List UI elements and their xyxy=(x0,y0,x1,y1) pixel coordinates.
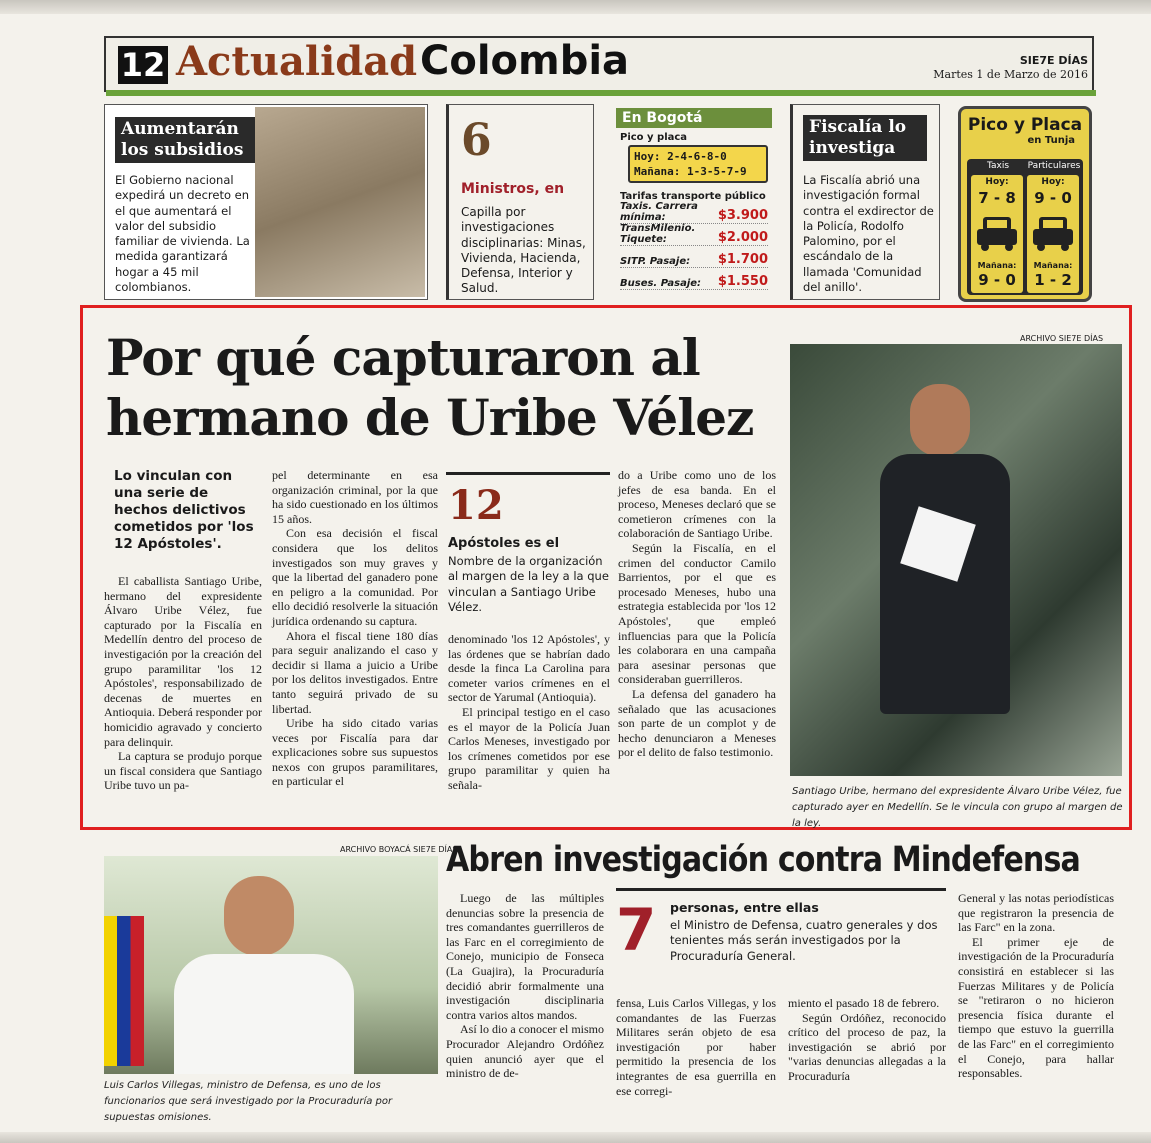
fact-rule xyxy=(446,472,610,475)
tarifas-title: Tarifas transporte público xyxy=(620,191,766,202)
ministros-number: 6 xyxy=(461,115,492,166)
main-col2-p2: Con esa decisión el fiscal considera que los delitos investigados son muy graves y que la libertad del ganadero pone en peligro a la comunidad. Por ello decidió resolverle la situación jurídica ordenando su captura. xyxy=(272,526,438,628)
main-headline-line-1: Por qué capturaron al xyxy=(106,328,700,387)
second-col1-p1: Luego de las múltiples denuncias sobre la presencia de tres comandantes guerrilleros de las Farc en el corregimiento de Conejo, municipio de Fonseca (La Guajira), la Procuraduría decidió abrir formalmente una investigación disciplinaria contra varios altos mandos. xyxy=(446,891,604,1022)
teaser-subsidios-title: Aumentarán los subsidios xyxy=(115,117,255,163)
photo-suit xyxy=(880,454,1010,714)
second-headline: Abren investigación contra Mindefensa xyxy=(446,840,1081,880)
main-col-3 xyxy=(448,632,610,793)
teaser-ministros xyxy=(446,104,594,300)
main-col-4 xyxy=(618,468,776,760)
tarifa-label: TransMilenio. Tiquete: xyxy=(620,223,696,245)
tunja-hoy-label-1: Hoy: xyxy=(985,177,1009,187)
main-photo-credit: ARCHIVO SIE7E DÍAS xyxy=(1020,334,1104,343)
photo-shirt xyxy=(174,954,354,1074)
fact-number: 12 xyxy=(448,482,504,529)
main-col1-p1: El caballista Santiago Uribe, hermano del expresidente Álvaro Uribe Vélez, fue capturado por la Fiscalía en Medellín dentro del proceso de investigación por la creación del grupo paramilitar 'los 12 Apóstoles', responsabilizado de decenas de muertes en Antioquia. Deberá responder por homicidio agravado y concierto para delinquir. xyxy=(104,574,262,749)
tarifa-value: $1.700 xyxy=(717,252,768,267)
teaser-subsidios-text: El Gobierno nacional expedirá un decreto en el que aumentará el valor del subsidio familiar de vivienda. La medida garantizará hogar a 45 mil colombianos. xyxy=(115,173,250,295)
pico-label: Pico y placa xyxy=(620,132,688,143)
tarifa-label: SITP. Pasaje: xyxy=(620,256,691,267)
tarifa-label: Taxis. Carrera mínima: xyxy=(620,201,698,223)
photo-face-2 xyxy=(224,876,294,956)
bogota-title: En Bogotá xyxy=(616,108,772,128)
tarifa-value: $1.550 xyxy=(717,274,768,289)
second-photo-credit: ARCHIVO BOYACÁ SIE7E DÍAS xyxy=(340,845,458,854)
tunja-part-hoy: 9 - 0 xyxy=(1034,189,1072,207)
villegas-photo xyxy=(104,856,438,1074)
second-col1-p2: Así lo dio a conocer el mismo Procurador Alejandro Ordóñez quien anunció ayer que el ministro de de- xyxy=(446,1022,604,1081)
pico-plate xyxy=(628,145,768,183)
pico-hoy: Hoy: 2-4-6-8-0 xyxy=(634,150,727,163)
tunja-taxis-manana: 9 - 0 xyxy=(978,271,1016,289)
brand-name: SIE7E DÍAS xyxy=(1019,54,1088,67)
tarifa-value: $2.000 xyxy=(717,230,768,245)
second-col4-p1: General y las notas periodísticas que registraron la presencia de las Farc" en la zona. xyxy=(958,891,1114,935)
main-headline-line-2: hermano de Uribe Vélez xyxy=(106,388,754,447)
tunja-hoy-label-2: Hoy: xyxy=(1041,177,1065,187)
second-col-1 xyxy=(446,891,604,1081)
santiago-uribe-photo xyxy=(790,344,1122,776)
main-headline xyxy=(106,328,753,448)
fiscalia-title: Fiscalía lo investiga xyxy=(803,115,927,161)
tunja-particulares-label: Particulares xyxy=(1027,161,1081,171)
tunja-taxis-hoy: 7 - 8 xyxy=(978,189,1016,207)
tunja-subtitle: en Tunja xyxy=(1027,135,1075,146)
tunja-box xyxy=(958,106,1092,302)
ministros-text: Capilla por investigaciones disciplinarias: Minas, Vivienda, Hacienda, Defensa, Interior y Salud. xyxy=(461,205,586,296)
tunja-part-manana: 1 - 2 xyxy=(1034,271,1072,289)
main-col3-p1: denominado 'los 12 Apóstoles', y las órdenes que se habrían dado desde la finca La Carolina para cometer varios crímenes en el sector de Yarumal (Antioquia). xyxy=(448,632,610,705)
bogota-box xyxy=(616,108,772,302)
photo-face xyxy=(910,384,970,456)
section-title-colombia: Colombia xyxy=(420,38,630,84)
main-lead: Lo vinculan con una serie de hechos delictivos cometidos por 'los 12 Apóstoles'. xyxy=(114,468,254,552)
main-col1-p2: La captura se produjo porque un fiscal considera que Santiago Uribe tuvo un pa- xyxy=(104,749,262,793)
taxi-car-icon xyxy=(975,213,1019,253)
second-col-2 xyxy=(616,996,776,1098)
tarifas-list xyxy=(616,201,772,290)
main-col-2 xyxy=(272,468,438,789)
main-col2-p1: pel determinante en esa organización criminal, por la que ha sido cuestionado en los últimos 15 años. xyxy=(272,468,438,526)
issue-date: Martes 1 de Marzo de 2016 xyxy=(933,68,1088,81)
fact-text: Nombre de la organización al margen de la ley a la que vinculan a Santiago Uribe Vélez. xyxy=(448,554,609,614)
main-col2-p4: Uribe ha sido citado varias veces por Fiscalía para dar explicaciones sobre sus supuestos nexos con grupos paramilitares, en particular el xyxy=(272,716,438,789)
second-fact-rule xyxy=(616,888,946,891)
main-col4-p3: La defensa del ganadero ha señalado que las acusaciones son parte de un complot y de hecho denunciaron a Meneses por el delito de falso testimonio. xyxy=(618,686,776,760)
main-col4-p2: Según la Fiscalía, en el crimen del conductor Camilo Barrientos, por el que es procesado Meneses, hubo una estrategia establecida por 'los 12 Apóstoles', que empleó influencias para que la Policía les colaborara en una campaña para asesinar personas que consideraban guerrilleros. xyxy=(618,540,776,687)
fact-title: Apóstoles es el xyxy=(448,536,560,551)
teaser-fiscalia xyxy=(790,104,940,300)
section-title-actualidad: Actualidad xyxy=(176,38,418,85)
header-green-bar xyxy=(106,90,1096,96)
second-fact-number: 7 xyxy=(616,896,657,964)
tunja-taxis-label: Taxis xyxy=(986,161,1010,171)
bottom-edge-strip xyxy=(0,1132,1151,1143)
second-photo-caption: Luis Carlos Villegas, ministro de Defensa, es uno de los funcionarios que será investigado por la Procuraduría por supuestas omisiones. xyxy=(104,1080,393,1123)
construction-photo xyxy=(255,107,425,297)
second-fact-text: el Ministro de Defensa, cuatro generales y dos tenientes más serán investigados por la Procuraduría General. xyxy=(670,918,938,963)
main-col2-p3: Ahora el fiscal tiene 180 días para seguir analizando el caso y decidir si llama a juicio a Uribe por los delitos investigados. Entre tanto seguirá privado de su libertad. xyxy=(272,628,438,716)
page-number: 12 xyxy=(118,46,168,84)
private-car-icon xyxy=(1031,213,1075,253)
tarifa-row xyxy=(620,201,768,224)
second-col3-p1: miento el pasado 18 de febrero. xyxy=(788,996,940,1010)
second-col3-p2: Según Ordóñez, reconocido crítico del proceso de paz, la investigación se abrió por "varias denuncias allegadas a la Procuraduría xyxy=(788,1010,946,1083)
tunja-manana-label-1: Mañana: xyxy=(977,261,1017,270)
tarifa-row xyxy=(620,272,768,290)
ministros-headline: Ministros, en xyxy=(461,181,565,197)
tunja-title: Pico y Placa xyxy=(967,115,1083,135)
second-col-3 xyxy=(788,996,946,1084)
second-col2-p1: fensa, Luis Carlos Villegas, y los comandantes de las Fuerzas Militares serán objeto de esa investigación por haber permitido la presencia de los integrantes de esa guerrilla en ese corregi- xyxy=(616,996,776,1098)
fiscalia-text: La Fiscalía abrió una investigación formal contra el exdirector de la Policía, Rodolfo Palomino, por el escándalo de la llamada 'Comunidad del anillo'. xyxy=(803,173,934,295)
teaser-subsidios xyxy=(104,104,428,300)
tunja-manana-label-2: Mañana: xyxy=(1033,261,1073,270)
pico-manana: Mañana: 1-3-5-7-9 xyxy=(634,165,747,178)
tarifa-row xyxy=(620,223,768,246)
flag-graphic xyxy=(104,916,144,1066)
second-col-4 xyxy=(958,891,1114,1081)
main-col-1 xyxy=(104,574,262,793)
tarifa-label: Buses. Pasaje: xyxy=(620,278,702,289)
tarifa-row xyxy=(620,250,768,268)
top-edge-strip xyxy=(0,0,1151,14)
main-col3-p2: El principal testigo en el caso es el mayor de la Policía Juan Carlos Meneses, investigado por los crímenes cometidos por ese grupo paramilitar y quien ha señala- xyxy=(448,704,610,792)
main-col4-p1: do a Uribe como uno de los jefes de esa banda. En el proceso, Meneses declaró que se cometieron crímenes con la colaboración de Santiago Uribe. xyxy=(618,468,776,541)
main-photo-caption: Santiago Uribe, hermano del expresidente Álvaro Uribe Vélez, fue capturado ayer en Medellín. Se le vincula con grupo al margen de la ley. xyxy=(792,786,1123,829)
second-col4-p2: El primer eje de investigación de la Procuraduría consistirá en establecer si las Fuerzas Militares y de Policía se "retiraron o no hicieron presencia física durante el tiempo que estuvo la guerrilla de las Farc" en el corregimiento el Conejo, para hallar responsables. xyxy=(958,934,1114,1081)
second-fact-title: personas, entre ellas xyxy=(670,900,819,915)
tarifa-value: $3.900 xyxy=(717,208,768,223)
